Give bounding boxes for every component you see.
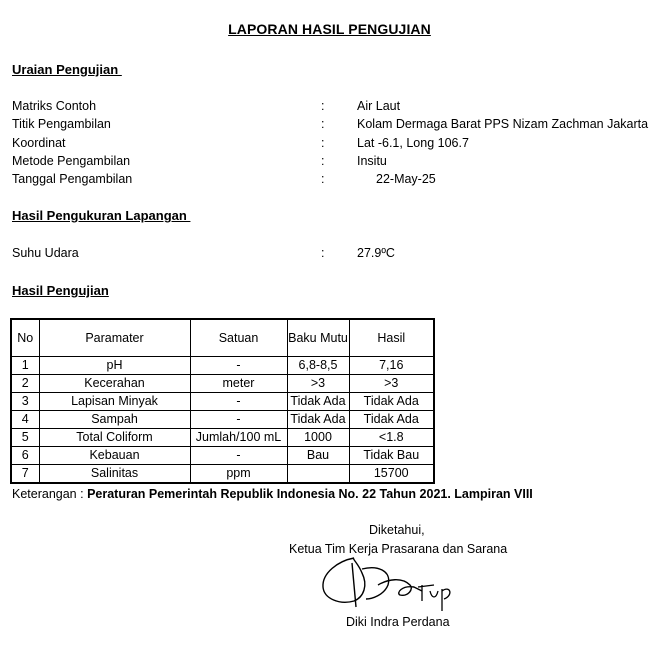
info-colon: : (321, 117, 325, 131)
info-value: Lat -6.1, Long 106.7 (357, 136, 469, 150)
cell-no: 4 (11, 411, 39, 429)
cell-hasil: <1.8 (349, 429, 434, 447)
info-label: Koordinat (12, 136, 66, 150)
cell-no: 7 (11, 465, 39, 484)
info-label: Titik Pengambilan (12, 117, 111, 131)
cell-unit: ppm (190, 465, 287, 484)
cell-param: Total Coliform (39, 429, 190, 447)
info-value: Air Laut (357, 99, 401, 113)
report-title: LAPORAN HASIL PENGUJIAN (228, 21, 431, 37)
handwritten-signature-icon (318, 555, 468, 617)
column-header-baku: Baku Mutu (287, 319, 349, 357)
keterangan-text: Peraturan Pemerintah Republik Indonesia No. 22 Tahun 2021. Lampiran VIII (87, 487, 533, 501)
info-label: Tanggal Pengambilan (12, 172, 133, 186)
cell-unit: - (190, 411, 287, 429)
cell-unit: - (190, 393, 287, 411)
cell-unit: meter (190, 375, 287, 393)
info-label: Suhu Udara (12, 246, 79, 260)
info-colon: : (321, 136, 325, 150)
info-colon: : (321, 246, 325, 260)
cell-baku: Tidak Ada (287, 393, 349, 411)
cell-hasil: Tidak Bau (349, 447, 434, 465)
column-header-unit: Satuan (190, 319, 287, 357)
cell-hasil: Tidak Ada (349, 393, 434, 411)
sign-known-text: Diketahui, (369, 523, 425, 537)
cell-no: 2 (11, 375, 39, 393)
cell-baku (287, 465, 349, 484)
cell-param: Kebauan (39, 447, 190, 465)
column-header-no: No (11, 319, 39, 357)
cell-baku: >3 (287, 375, 349, 393)
info-value: 22-May-25 (376, 172, 436, 186)
table-header-row (11, 319, 434, 357)
info-colon: : (321, 99, 325, 113)
table-row (11, 375, 434, 393)
cell-baku: Tidak Ada (287, 411, 349, 429)
cell-unit: Jumlah/100 mL (190, 429, 287, 447)
info-label: Matriks Contoh (12, 99, 97, 113)
table-row (11, 465, 434, 484)
info-colon: : (321, 172, 325, 186)
cell-baku: 1000 (287, 429, 349, 447)
info-value: Insitu (357, 154, 387, 168)
table-row (11, 411, 434, 429)
cell-param: pH (39, 357, 190, 375)
info-value: Kolam Dermaga Barat PPS Nizam Zachman Jakarta (357, 117, 649, 131)
column-header-param: Paramater (39, 319, 190, 357)
cell-unit: - (190, 357, 287, 375)
column-header-hasil: Hasil (349, 319, 434, 357)
section-heading-uraian: Uraian Pengujian (12, 62, 122, 77)
cell-hasil: 7,16 (349, 357, 434, 375)
info-row-suhu (12, 244, 652, 262)
table-row (11, 357, 434, 375)
signatory-name: Diki Indra Perdana (346, 615, 450, 629)
info-row-metode (12, 152, 652, 170)
cell-no: 6 (11, 447, 39, 465)
section-heading-pengujian: Hasil Pengujian (12, 283, 109, 298)
cell-no: 1 (11, 357, 39, 375)
results-table (10, 318, 435, 484)
cell-param: Salinitas (39, 465, 190, 484)
info-row-titik (12, 115, 652, 133)
cell-param: Sampah (39, 411, 190, 429)
info-value: 27.9ºC (357, 246, 395, 260)
cell-hasil: Tidak Ada (349, 411, 434, 429)
cell-no: 5 (11, 429, 39, 447)
cell-unit: - (190, 447, 287, 465)
cell-param: Lapisan Minyak (39, 393, 190, 411)
cell-baku: Bau (287, 447, 349, 465)
cell-param: Kecerahan (39, 375, 190, 393)
cell-baku: 6,8-8,5 (287, 357, 349, 375)
table-row (11, 429, 434, 447)
keterangan-label: Keterangan : (12, 487, 88, 501)
info-row-koordinat (12, 134, 652, 152)
info-row-matriks (12, 97, 652, 115)
info-label: Metode Pengambilan (12, 154, 131, 168)
info-row-tanggal (12, 170, 652, 188)
cell-hasil: >3 (349, 375, 434, 393)
sign-position-text: Ketua Tim Kerja Prasarana dan Sarana (289, 542, 508, 556)
table-row (11, 393, 434, 411)
cell-no: 3 (11, 393, 39, 411)
info-colon: : (321, 154, 325, 168)
keterangan-note (12, 487, 533, 501)
table-row (11, 447, 434, 465)
cell-hasil: 15700 (349, 465, 434, 484)
section-heading-lapangan: Hasil Pengukuran Lapangan (12, 208, 191, 223)
